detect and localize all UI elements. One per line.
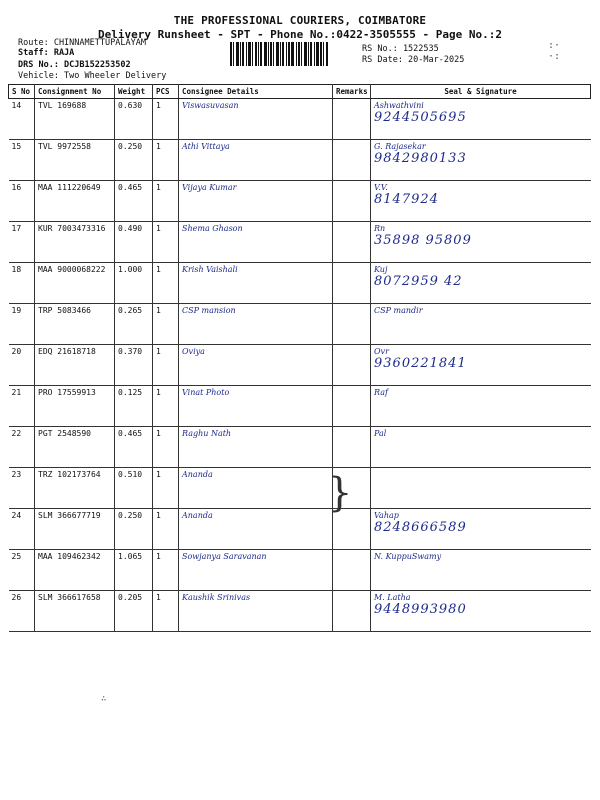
signature-handwriting: V.V. bbox=[374, 183, 388, 192]
pcs-cell: 1 bbox=[153, 345, 179, 386]
signature-cell bbox=[371, 222, 591, 263]
signature-handwriting: Raf bbox=[374, 388, 388, 397]
consignee-handwriting: CSP mansion bbox=[179, 304, 333, 345]
remarks-cell bbox=[333, 427, 371, 468]
remarks-cell bbox=[333, 550, 371, 591]
table-row bbox=[9, 386, 591, 427]
table-header-row bbox=[9, 85, 591, 99]
signature-handwriting: Ashwathvini bbox=[374, 101, 424, 110]
signature-cell bbox=[371, 468, 591, 509]
table-row bbox=[9, 99, 591, 140]
signature-handwriting: Ovr bbox=[374, 347, 389, 356]
weight-cell: 0.370 bbox=[115, 345, 153, 386]
remarks-cell bbox=[333, 222, 371, 263]
table-row bbox=[9, 591, 591, 632]
consignee-handwriting: Ananda bbox=[179, 468, 333, 509]
weight-cell: 0.125 bbox=[115, 386, 153, 427]
signature-cell bbox=[371, 99, 591, 140]
rs-number: RS No.: 1522535 bbox=[362, 44, 439, 54]
staff-label: Staff: RAJA bbox=[18, 48, 75, 58]
sno-cell: 23 bbox=[9, 468, 35, 509]
signature-handwriting: M. Latha bbox=[374, 593, 411, 602]
col-remarks-header: Remarks bbox=[333, 85, 371, 99]
weight-cell: 0.250 bbox=[115, 140, 153, 181]
consignment-cell: PRO 17559913 bbox=[35, 386, 115, 427]
signature-handwriting: Vahap bbox=[374, 511, 399, 520]
consignment-cell: MAA 111220649 bbox=[35, 181, 115, 222]
table-row bbox=[9, 468, 591, 509]
pcs-cell: 1 bbox=[153, 181, 179, 222]
col-seal-header: Seal & Signature bbox=[371, 85, 591, 99]
consignee-handwriting: Ananda bbox=[179, 509, 333, 550]
table-row bbox=[9, 181, 591, 222]
table-row bbox=[9, 263, 591, 304]
consignee-handwriting: Oviya bbox=[179, 345, 333, 386]
runsheet-title: Delivery Runsheet - SPT - Phone No.:0422-3505555 - Page No.:2 bbox=[98, 28, 502, 41]
sno-cell: 26 bbox=[9, 591, 35, 632]
sno-cell: 22 bbox=[9, 427, 35, 468]
remarks-cell bbox=[333, 263, 371, 304]
signature-handwriting: Rn bbox=[374, 224, 386, 233]
consignment-cell: EDQ 21618718 bbox=[35, 345, 115, 386]
weight-cell: 0.205 bbox=[115, 591, 153, 632]
sno-cell: 20 bbox=[9, 345, 35, 386]
consignment-cell: PGT 2548590 bbox=[35, 427, 115, 468]
signature-phone: 9360221841 bbox=[374, 356, 467, 371]
pcs-cell: 1 bbox=[153, 140, 179, 181]
weight-cell: 0.250 bbox=[115, 509, 153, 550]
pcs-cell: 1 bbox=[153, 591, 179, 632]
signature-handwriting: CSP mandir bbox=[374, 306, 423, 315]
consignment-cell: MAA 9000068222 bbox=[35, 263, 115, 304]
table-row bbox=[9, 345, 591, 386]
weight-cell: 0.510 bbox=[115, 468, 153, 509]
consignee-handwriting: Shema Ghason bbox=[179, 222, 333, 263]
signature-phone: 9244505695 bbox=[374, 110, 467, 125]
consignee-handwriting: Raghu Nath bbox=[179, 427, 333, 468]
consignee-handwriting: Viswasuvasan bbox=[179, 99, 333, 140]
signature-cell bbox=[371, 591, 591, 632]
barcode-image bbox=[230, 42, 356, 66]
signature-phone: 9448993980 bbox=[374, 602, 467, 617]
signature-cell bbox=[371, 263, 591, 304]
signature-handwriting: Kuj bbox=[374, 265, 388, 274]
weight-cell: 0.465 bbox=[115, 427, 153, 468]
signature-cell bbox=[371, 140, 591, 181]
signature-cell bbox=[371, 509, 591, 550]
remarks-cell bbox=[333, 386, 371, 427]
sno-cell: 24 bbox=[9, 509, 35, 550]
pcs-cell: 1 bbox=[153, 427, 179, 468]
signature-phone: 9842980133 bbox=[374, 151, 467, 166]
signature-cell bbox=[371, 550, 591, 591]
signature-cell bbox=[371, 345, 591, 386]
weight-cell: 1.065 bbox=[115, 550, 153, 591]
consignment-cell: SLM 366677719 bbox=[35, 509, 115, 550]
table-row bbox=[9, 304, 591, 345]
consignment-cell: TVL 169688 bbox=[35, 99, 115, 140]
signature-cell bbox=[371, 427, 591, 468]
consignee-handwriting: Sowjanya Saravanan bbox=[179, 550, 333, 591]
pcs-cell: 1 bbox=[153, 263, 179, 304]
consignment-cell: SLM 366617658 bbox=[35, 591, 115, 632]
remarks-cell bbox=[333, 304, 371, 345]
remarks-cell bbox=[333, 181, 371, 222]
pcs-cell: 1 bbox=[153, 468, 179, 509]
signature-handwriting: G. Rajasekar bbox=[374, 142, 426, 151]
table-row bbox=[9, 427, 591, 468]
weight-cell: 0.265 bbox=[115, 304, 153, 345]
sno-cell: 14 bbox=[9, 99, 35, 140]
signature-cell bbox=[371, 386, 591, 427]
remarks-cell bbox=[333, 591, 371, 632]
pcs-cell: 1 bbox=[153, 222, 179, 263]
signature-phone: 35898 95809 bbox=[374, 233, 472, 248]
signature-handwriting: N. KuppuSwamy bbox=[374, 552, 442, 561]
sno-cell: 17 bbox=[9, 222, 35, 263]
consignee-handwriting: Athi Vittaya bbox=[179, 140, 333, 181]
scan-speck-icon: ∴ bbox=[101, 694, 107, 704]
weight-cell: 0.465 bbox=[115, 181, 153, 222]
signature-cell bbox=[371, 304, 591, 345]
consignee-handwriting: Krish Vaishali bbox=[179, 263, 333, 304]
pcs-cell: 1 bbox=[153, 386, 179, 427]
weight-cell: 1.000 bbox=[115, 263, 153, 304]
route-label: Route: CHINNAMETTUPALAYAM bbox=[18, 38, 146, 48]
vehicle-label: Vehicle: Two Wheeler Delivery bbox=[18, 71, 167, 81]
rs-date: RS Date: 20-Mar-2025 bbox=[362, 55, 465, 65]
consignee-handwriting: Vijaya Kumar bbox=[179, 181, 333, 222]
corner-mark-icon: :· ·: bbox=[548, 40, 561, 62]
col-pcs-header: PCS bbox=[153, 85, 179, 99]
consignment-cell: TRP 5083466 bbox=[35, 304, 115, 345]
sno-cell: 18 bbox=[9, 263, 35, 304]
pcs-cell: 1 bbox=[153, 509, 179, 550]
sno-cell: 21 bbox=[9, 386, 35, 427]
sno-cell: 25 bbox=[9, 550, 35, 591]
col-consignment-header: Consignment No bbox=[35, 85, 115, 99]
consignment-cell: TVL 9972558 bbox=[35, 140, 115, 181]
consignment-cell: TRZ 102173764 bbox=[35, 468, 115, 509]
signature-phone: 8248666589 bbox=[374, 520, 467, 535]
table-row bbox=[9, 222, 591, 263]
consignment-cell: MAA 109462342 bbox=[35, 550, 115, 591]
table-row bbox=[9, 550, 591, 591]
remarks-cell bbox=[333, 345, 371, 386]
company-title: THE PROFESSIONAL COURIERS, COIMBATORE bbox=[173, 14, 427, 27]
col-weight-header: Weight bbox=[115, 85, 153, 99]
table-row bbox=[9, 509, 591, 550]
col-sno-header: S No bbox=[9, 85, 35, 99]
pcs-cell: 1 bbox=[153, 304, 179, 345]
bracket-mark-icon: } bbox=[327, 470, 353, 516]
pcs-cell: 1 bbox=[153, 99, 179, 140]
table-row bbox=[9, 140, 591, 181]
drs-label: DRS No.: DCJB152253502 bbox=[18, 60, 131, 70]
signature-cell bbox=[371, 181, 591, 222]
remarks-cell bbox=[333, 140, 371, 181]
runsheet-table bbox=[8, 84, 591, 632]
sno-cell: 19 bbox=[9, 304, 35, 345]
remarks-cell bbox=[333, 99, 371, 140]
col-consignee-header: Consignee Details bbox=[179, 85, 333, 99]
weight-cell: 0.630 bbox=[115, 99, 153, 140]
signature-phone: 8072959 42 bbox=[374, 274, 463, 289]
consignee-handwriting: Vinat Photo bbox=[179, 386, 333, 427]
pcs-cell: 1 bbox=[153, 550, 179, 591]
signature-phone: 8147924 bbox=[374, 192, 439, 207]
signature-handwriting: Pal bbox=[374, 429, 387, 438]
sno-cell: 16 bbox=[9, 181, 35, 222]
sno-cell: 15 bbox=[9, 140, 35, 181]
consignment-cell: KUR 7003473316 bbox=[35, 222, 115, 263]
weight-cell: 0.490 bbox=[115, 222, 153, 263]
consignee-handwriting: Kaushik Srinivas bbox=[179, 591, 333, 632]
